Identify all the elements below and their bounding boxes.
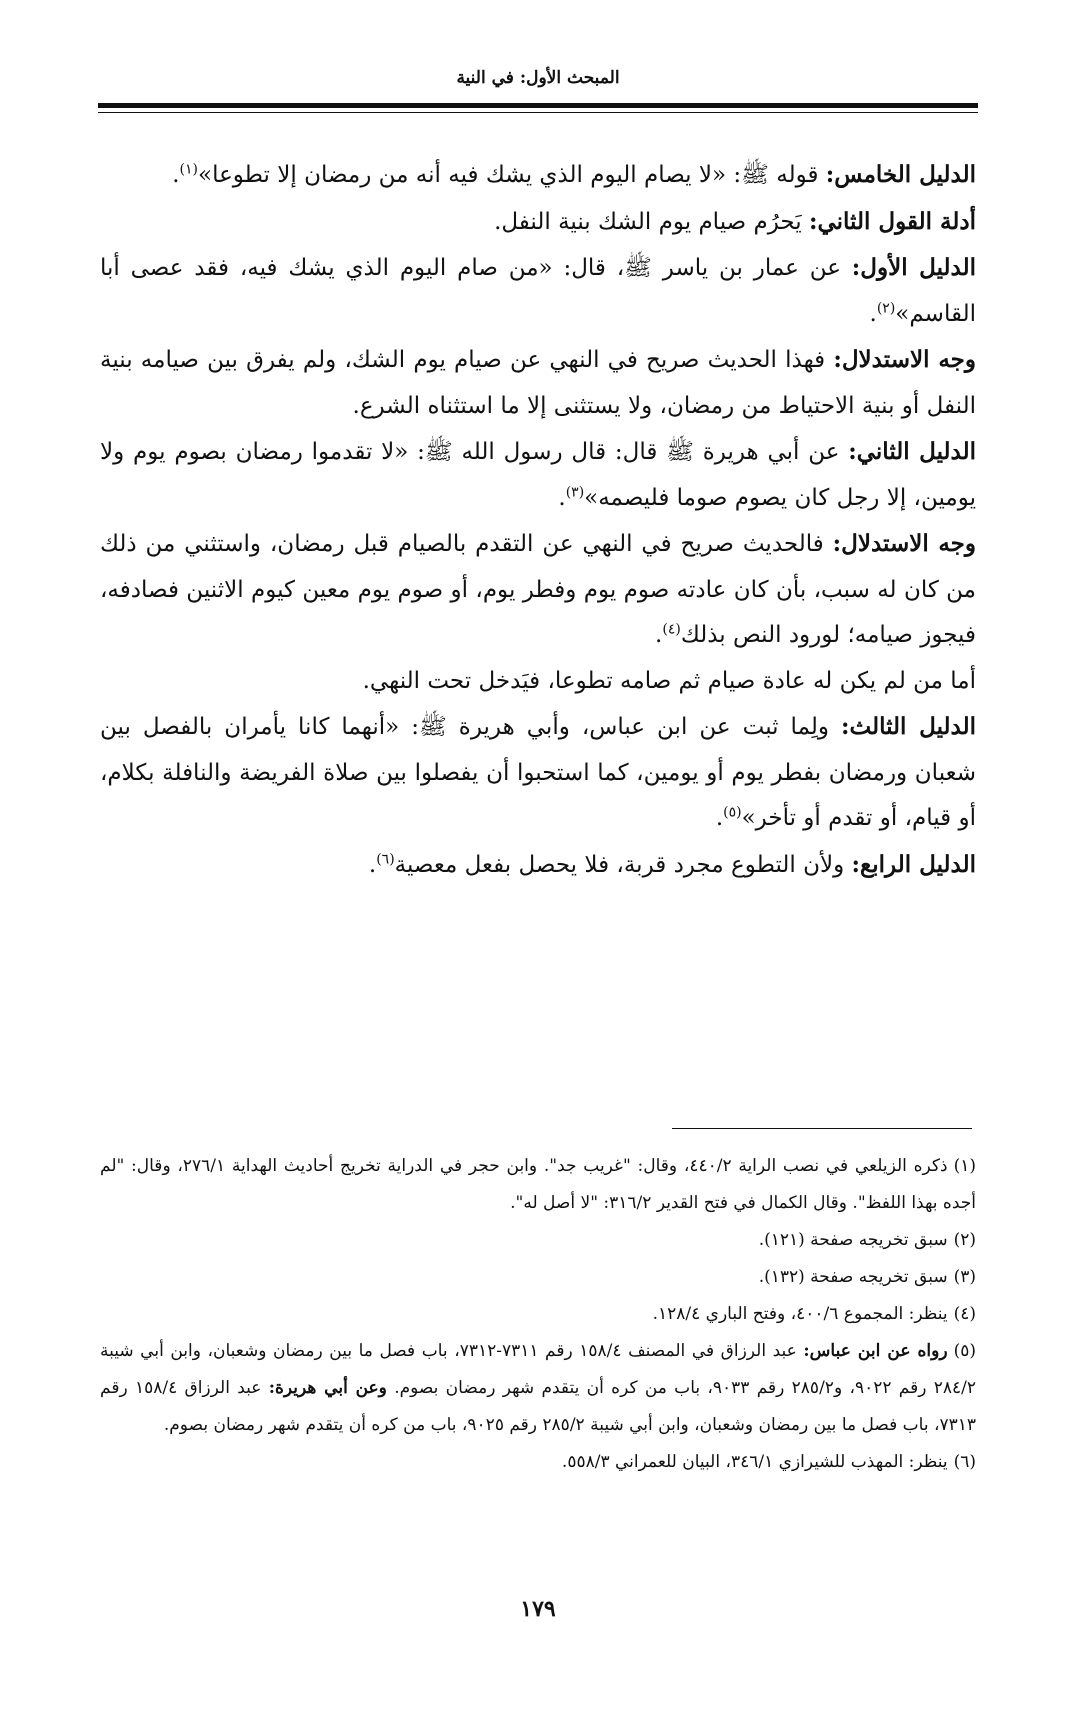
footnote-number: (٤) [953, 1304, 976, 1324]
paragraph-second-opinion [100, 199, 976, 246]
paragraph-term: وجه الاستدلال: [833, 346, 976, 373]
footnote-text: عبد الرزاق ١٥٨/٤ رقم ٧٣١٣، باب فصل ما بين رمضان وشعبان، وابن أبي شيبة ٢٨٥/٢ رقم ٩٠٢٥، باب من كره أن يتقدم شهر رمضان بصوم. [100, 1378, 976, 1435]
paragraph-first-evidence [100, 245, 976, 337]
paragraph-text: أما من لم يكن له عادة صيام ثم صامه تطوعا، فيَدخل تحت النهي. [362, 667, 976, 694]
footnote-separator [672, 1128, 972, 1129]
paragraph-inference-2 [100, 521, 976, 659]
paragraph-end: . [655, 622, 663, 648]
paragraph-second-evidence [100, 429, 976, 521]
paragraph-end: . [558, 484, 566, 511]
paragraph-term: الدليل الرابع: [851, 850, 976, 878]
paragraph-text: عن أبي هريرة ﷺ قال: قال رسول الله ﷺ: «لا تقدموا رمضان بصوم يوم ولا يومين، إلا رجل كان يصوم صوما فليصمه» [100, 439, 976, 511]
paragraph-inference-1 [100, 337, 976, 429]
paragraph-fourth-evidence [100, 842, 976, 889]
footnote-number: (٣) [953, 1267, 976, 1287]
footnotes [100, 1148, 976, 1481]
paragraph-term: الدليل الثاني: [848, 438, 976, 465]
footnote-text: سبق تخريجه صفحة (١٣٢). [758, 1267, 948, 1287]
footnote-3 [100, 1259, 976, 1296]
paragraph-text: فهذا الحديث صريح في النهي عن صيام يوم الشك، ولم يفرق بين صيامه بنية النفل أو بنية الاحتياط من رمضان، ولا يستثنى إلا ما استثناه الشرع. [100, 347, 976, 419]
paragraph-text: ولِما ثبت عن ابن عباس، وأبي هريرة ﷺ: «أنهما كانا يأمران بالفصل بين شعبان ورمضان بفطر يوم أو يومين، كما استحبوا أن يفصلوا بين صلاة الفريضة والنافلة بكلام، أو قيام، أو تقدم أو تأخر» [100, 714, 976, 831]
paragraph-third-evidence [100, 704, 976, 842]
paragraph-text: قوله ﷺ: «لا يصام اليوم الذي يشك فيه أنه من رمضان إلا تطوعا» [198, 162, 826, 188]
paragraph-end: . [715, 805, 724, 831]
footnote-ref[interactable]: (٣) [565, 483, 585, 500]
page-number: ١٧٩ [520, 1596, 556, 1622]
paragraph-end: . [368, 851, 377, 878]
paragraph-term: أدلة القول الثاني: [808, 207, 976, 235]
paragraph-text: ولأن التطوع مجرد قربة، فلا يحصل بفعل معصية [394, 851, 852, 878]
footnote-number: (٢) [953, 1230, 976, 1250]
footnote-text: سبق تخريجه صفحة (١٢١). [758, 1230, 948, 1250]
footnote-4 [100, 1296, 976, 1333]
header-rule [98, 103, 978, 108]
footnote-ref[interactable]: (١) [179, 161, 198, 178]
footnote-bold: رواه عن ابن عباس: [803, 1341, 948, 1361]
paragraph-end: . [869, 300, 877, 327]
footnote-number: (٦) [953, 1452, 976, 1472]
footnote-number: (٥) [953, 1341, 976, 1361]
paragraph-term: الدليل الخامس: [825, 161, 976, 188]
paragraph-exception [100, 659, 976, 705]
footnote-1 [100, 1148, 976, 1222]
paragraph-term: الدليل الأول: [851, 254, 976, 281]
paragraph-term: وجه الاستدلال: [832, 530, 976, 557]
footnote-ref[interactable]: (٥) [723, 804, 742, 821]
paragraph-text: فالحديث صريح في النهي عن التقدم بالصيام قبل رمضان، واستثني من ذلك من كان له سبب، بأن كان عادته صوم يوم وفطر يوم، أو صوم يوم معين كيوم الاثنين فصادفه، فيجوز صيامه؛ لورود النص بذلك [100, 531, 976, 648]
footnote-text: عبد الرزاق في المصنف ١٥٨/٤ رقم ٧٣١١-٧٣١٢، باب فصل ما بين رمضان وشعبان، وابن أبي شيبة ٢٨٤/٢ رقم ٩٠٢٢، و٢٨٥/٢ رقم ٩٠٣٣، باب من كره أن يتقدم شهر رمضان بصوم. [100, 1341, 976, 1398]
footnote-text: ذكره الزيلعي في نصب الراية ٤٤٠/٢، وقال: "غريب جد". وابن حجر في الدراية تخريج أحاديث الهداية ٢٧٦/١، وقال: "لم أجده بهذا اللفظ". وقال الكمال في فتح القدير ٣١٦/٢: "لا أصل له". [100, 1156, 976, 1213]
footnote-2 [100, 1222, 976, 1259]
paragraph-text: عن عمار بن ياسر ﷺ، قال: «من صام اليوم الذي يشك فيه، فقد عصى أبا القاسم» [100, 255, 976, 327]
footnote-6 [100, 1444, 976, 1481]
footnote-bold: وعن أبي هريرة: [268, 1378, 387, 1398]
paragraph-fifth-evidence [100, 152, 976, 199]
footnote-5 [100, 1333, 976, 1444]
footnote-ref[interactable]: (٦) [376, 850, 395, 867]
footnote-text: ينظر: المهذب للشيرازي ٣٤٦/١، البيان للعمراني ٥٥٨/٣. [561, 1452, 948, 1472]
footnote-ref[interactable]: (٤) [662, 621, 681, 638]
footnote-text: ينظر: المجموع ٤٠٠/٦، وفتح الباري ١٢٨/٤. [652, 1304, 948, 1324]
footnote-number: (١) [953, 1156, 976, 1176]
paragraph-text: يَحرُم صيام يوم الشك بنية النفل. [494, 208, 809, 235]
paragraph-end: . [172, 162, 180, 188]
paragraph-term: الدليل الثالث: [841, 713, 976, 740]
footnote-ref[interactable]: (٢) [876, 299, 896, 316]
main-text [100, 152, 976, 888]
running-header: المبحث الأول: في النية [456, 68, 620, 88]
